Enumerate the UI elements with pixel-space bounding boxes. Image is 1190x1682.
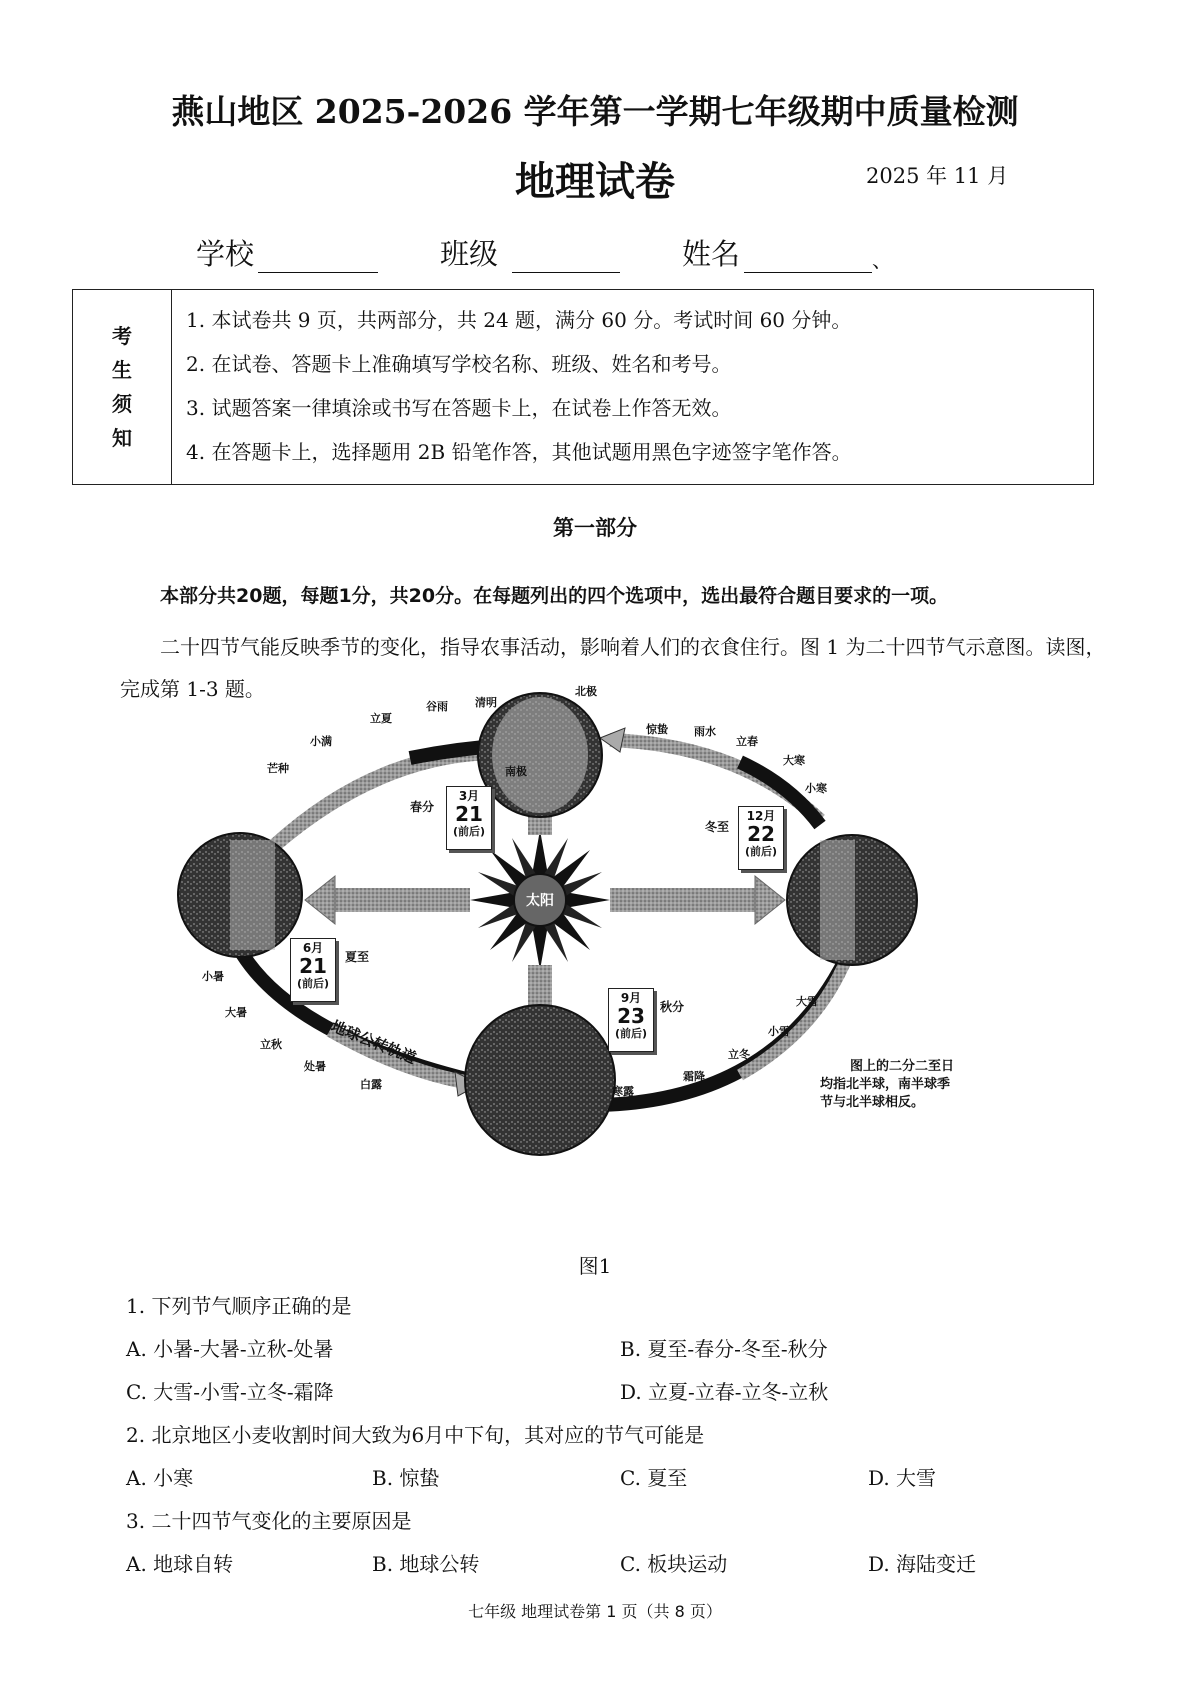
calendar-month: 12月	[746, 809, 776, 823]
class-field[interactable]	[512, 244, 620, 273]
name-field[interactable]	[744, 244, 872, 273]
calendar-month: 3月	[458, 789, 480, 803]
calendar-month: 9月	[620, 991, 642, 1005]
term-label: 小暑	[202, 970, 224, 983]
section-title: 第一部分	[553, 516, 637, 540]
q3-option-d[interactable]: D. 海陆变迁	[868, 1552, 977, 1576]
q3-option-b[interactable]: B. 地球公转	[372, 1552, 480, 1576]
notice-heading	[73, 290, 172, 484]
label-autumn-equinox: 秋分	[660, 1000, 685, 1014]
term-label: 大寒	[783, 754, 805, 767]
calendar-note: (前后)	[296, 977, 330, 990]
school-label: 学校	[196, 237, 255, 271]
name-label: 姓名	[682, 237, 741, 271]
notice-heading-char: 考	[112, 324, 132, 348]
term-label: 大暑	[225, 1006, 247, 1019]
term-label: 小雪	[768, 1025, 790, 1038]
calendar-march	[446, 786, 492, 850]
calendar-september	[608, 988, 654, 1052]
q2-option-d[interactable]: D. 大雪	[868, 1466, 937, 1490]
name-suffix: 、	[872, 248, 893, 272]
exam-notice-box	[72, 289, 1094, 485]
orbit-label: 地球公转轨道	[328, 1017, 419, 1068]
exam-title: 燕山地区 2025-2026 学年第一学期七年级期中质量检测	[171, 92, 1019, 131]
question-3-stem: 3. 二十四节气变化的主要原因是	[126, 1509, 412, 1533]
notice-item: 3. 试题答案一律填涂或书写在答题卡上，在试卷上作答无效。	[186, 396, 732, 420]
school-field[interactable]	[258, 244, 378, 273]
calendar-note: (前后)	[744, 845, 778, 858]
figure-caption: 图1	[578, 1254, 612, 1278]
calendar-note: (前后)	[614, 1027, 648, 1040]
calendar-december	[738, 806, 784, 870]
hemisphere-note	[820, 1058, 1020, 1112]
subject-title: 地理试卷	[515, 158, 675, 205]
calendar-day: 22	[747, 822, 775, 846]
calendar-month: 6月	[302, 941, 324, 955]
q1-option-d[interactable]: D. 立夏-立春-立冬-立秋	[620, 1380, 829, 1404]
q3-option-c[interactable]: C. 板块运动	[620, 1552, 728, 1576]
q1-option-b[interactable]: B. 夏至-春分-冬至-秋分	[620, 1337, 828, 1361]
solar-terms-diagram	[180, 685, 1100, 1240]
notice-heading-char: 知	[112, 426, 132, 450]
notice-items	[172, 290, 852, 484]
term-label: 霜降	[683, 1070, 705, 1083]
notice-heading-char: 须	[112, 392, 132, 416]
term-label: 大雪	[796, 995, 818, 1008]
sun-label: 太阳	[526, 893, 554, 909]
label-spring-equinox: 春分	[410, 800, 435, 814]
student-info-row	[196, 232, 892, 273]
q2-option-a[interactable]: A. 小寒	[126, 1466, 194, 1490]
term-label: 小满	[310, 735, 332, 748]
label-winter-solstice: 冬至	[705, 820, 730, 834]
term-label: 惊蛰	[646, 723, 668, 736]
calendar-june	[290, 938, 336, 1002]
note-line: 图上的二分二至日	[850, 1059, 955, 1074]
term-label: 立春	[736, 735, 758, 748]
term-label: 处暑	[304, 1060, 326, 1073]
calendar-note: (前后)	[452, 825, 486, 838]
term-label: 小寒	[805, 782, 827, 795]
question-intro: 二十四节气能反映季节的变化，指导农事活动，影响着人们的衣食住行。图 1 为二十四节气示意图。读图，完成第 1-3 题。	[120, 635, 1106, 701]
term-label: 立冬	[728, 1048, 750, 1061]
term-label: 清明	[475, 696, 497, 709]
q1-option-a[interactable]: A. 小暑-大暑-立秋-处暑	[126, 1337, 334, 1361]
term-label: 芒种	[267, 762, 289, 775]
section-instructions: 本部分共20题，每题1分，共20分。在每题列出的四个选项中，选出最符合题目要求的一项。	[160, 585, 949, 607]
globe-september	[465, 1005, 615, 1155]
term-label: 立秋	[260, 1038, 282, 1051]
notice-heading-char: 生	[112, 358, 132, 382]
term-label: 立夏	[370, 712, 392, 725]
note-line: 均指北半球，南半球季	[820, 1077, 951, 1092]
term-label: 谷雨	[426, 700, 448, 713]
label-summer-solstice: 夏至	[345, 950, 370, 964]
calendar-day: 21	[299, 954, 327, 978]
calendar-day: 23	[617, 1004, 645, 1028]
term-label: 雨水	[694, 725, 716, 738]
label-south-pole: 南极	[505, 765, 527, 778]
notice-item: 4. 在答题卡上，选择题用 2B 铅笔作答，其他试题用黑色字迹签字笔作答。	[186, 440, 852, 464]
label-north-pole: 北极	[575, 685, 597, 698]
term-label: 白露	[360, 1078, 382, 1091]
question-1-stem: 1. 下列节气顺序正确的是	[126, 1294, 352, 1318]
calendar-day: 21	[455, 802, 483, 826]
class-label: 班级	[440, 237, 499, 271]
notice-item: 2. 在试卷、答题卡上准确填写学校名称、班级、姓名和考号。	[186, 352, 732, 376]
q1-option-c[interactable]: C. 大雪-小雪-立冬-霜降	[126, 1380, 334, 1404]
q2-option-b[interactable]: B. 惊蛰	[372, 1466, 440, 1490]
exam-date: 2025 年 11 月	[866, 164, 1009, 188]
question-2-stem: 2. 北京地区小麦收割时间大致为6月中下旬，其对应的节气可能是	[126, 1423, 705, 1447]
notice-item: 1. 本试卷共 9 页，共两部分，共 24 题，满分 60 分。考试时间 60 分钟。	[186, 308, 852, 332]
page-footer: 七年级 地理试卷第 1 页（共 8 页）	[468, 1602, 722, 1621]
note-line: 节与北半球相反。	[820, 1095, 925, 1110]
q3-option-a[interactable]: A. 地球自转	[126, 1552, 234, 1576]
q2-option-c[interactable]: C. 夏至	[620, 1466, 688, 1490]
term-label: 寒露	[612, 1085, 634, 1098]
